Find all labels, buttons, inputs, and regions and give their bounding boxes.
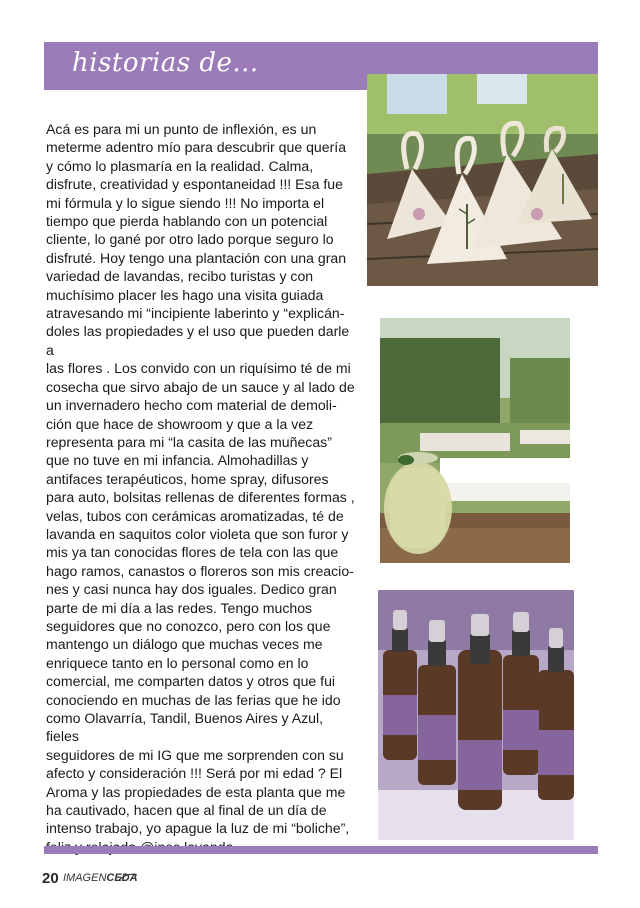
footer-bar [44,846,598,854]
logo-swoosh-icon [118,872,138,882]
article-paragraph: Acá es para mi un punto de inflexión, es un meterme adentro mío para descubrir que quería y cómo lo plasmaría en la realidad. Calma, disfrute, creatividad y espontaneidad !!! Esa fue mi fórmula y lo sigue siendo !!! No importa el tiempo que pierda hablando con un potencial cliente, lo gané por otro lado porque seguro lo disfruté. Hoy tengo una plantación con una gran variedad de lavandas, recibo turistas y con muchísimo placer les hago una visita guiada atravesando mi “incipiente laberinto y “explicán- doles las propiedades y el uso que pueden darle a las flores . Los convido con un riquísimo té de mi cosecha que sirvo abajo de un sauce y al lado de un invernadero hecho com material de demoli- ción que hace de showroom y que a la vez representa para mi “la casita de las muñecas” que no tuve en mi infancia. Almohadillas y antifaces terapéuticos, home spray, difusores para auto, bolsitas rellenas de diferentes formas , velas, tubos con cerámicas aromatizadas, té de lavanda en saquitos color violeta que son furor y mis ya tan conocidas flores de tela con las que hago ramos, canastos o floreros son mis creacio- nes y casi nunca hay dos iguales. Dedico gran parte de mi día a las redes. Tengo muchos seguidores que no conozco, pero con los que mantengo un diálogo que muchas veces me enriquece tanto en lo personal como en lo comercial, me comparten datos y otros que fui conociendo en muchas de las ferias que he ido como Olavarría, Tandil, Buenos Aires y Azul, fieles seguidores de mi IG que me sorprenden con su afecto y consideración !!! Será por mi edad ? El Aroma y las propiedades de esta planta que me ha cautivado, hacen que al final de un día de intenso trabajo, yo apague la luz de mi “boliche”, [46,121,355,837]
magazine-prefix: IMAGEN [63,872,107,884]
page-number: 20 [42,870,59,887]
lavender-sachets-photo [367,74,598,286]
article-body [46,120,358,856]
magazine-brand: CEDA [106,872,138,884]
section-title: historias de... [72,48,259,78]
home-spray-bottles-photo [378,590,574,840]
garden-tea-photo [380,318,570,563]
